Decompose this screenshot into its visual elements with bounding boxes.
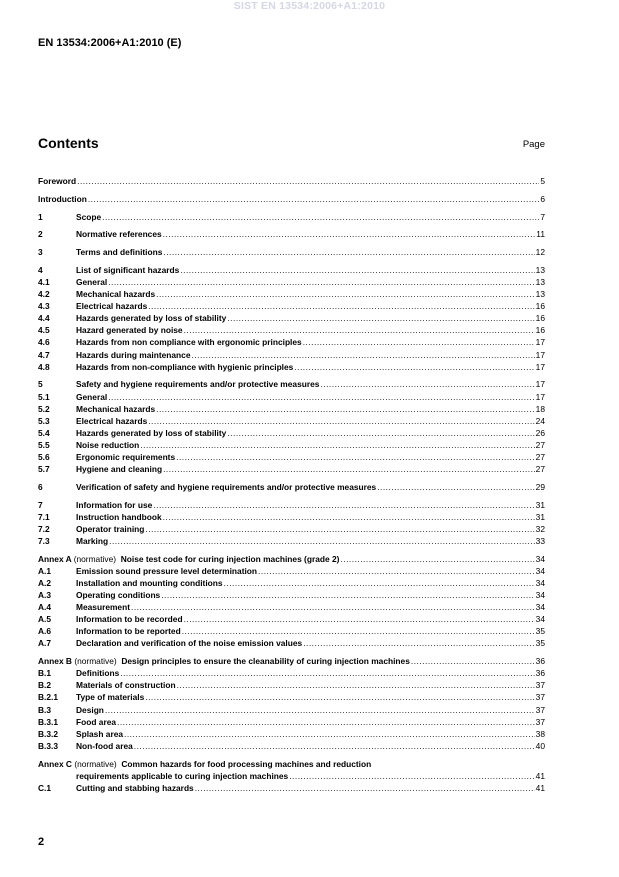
toc-entry-a-6[interactable]: A.6 Information to be reported ..... 35 xyxy=(38,625,545,637)
toc-entry-7-3[interactable]: 7.3 Marking ..... 33 xyxy=(38,535,545,547)
watermark: SIST EN 13534:2006+A1:2010 xyxy=(233,0,386,12)
toc-entry-4-5[interactable]: 4.5 Hazard generated by noise ..... 16 xyxy=(38,324,545,336)
toc-entry-b-1[interactable]: B.1 Definitions ..... 36 xyxy=(38,667,545,679)
annex-label: Annex A xyxy=(38,553,72,564)
toc-entry-2[interactable]: 2 Normative references ..... 11 xyxy=(38,228,545,240)
toc-entry-5-1[interactable]: 5.1 General ..... 17 xyxy=(38,391,545,403)
annex-title: Design principles to ensure the cleanability of curing injection machines xyxy=(121,656,410,667)
toc-entry-annex-b[interactable]: Annex B (normative) Design principles to ensure the cleanability of curing injection machines ..... 36 xyxy=(38,655,545,667)
toc-entry-b-2[interactable]: B.2 Materials of construction ..... 37 xyxy=(38,679,545,691)
toc-entry-a-4[interactable]: A.4 Measurement ..... 34 xyxy=(38,601,545,613)
toc-entry-c-1[interactable]: C.1 Cutting and stabbing hazards ..... 41 xyxy=(38,782,545,794)
toc-entry-a-1[interactable]: A.1 Emission sound pressure level determination ..... 34 xyxy=(38,565,545,577)
toc-entry-3[interactable]: 3 Terms and definitions ..... 12 xyxy=(38,246,545,258)
annex-title-line2: requirements applicable to curing injection machines xyxy=(76,770,289,781)
toc-entry-annex-a[interactable]: Annex A (normative) Noise test code for curing injection machines (grade 2) ..... 34 xyxy=(38,553,545,565)
toc-entry-a-3[interactable]: A.3 Operating conditions ..... 34 xyxy=(38,589,545,601)
annex-type: (normative) xyxy=(74,656,117,667)
annex-title: Noise test code for curing injection machines (grade 2) xyxy=(120,553,340,564)
annex-label: Annex C xyxy=(38,758,72,769)
page-number: 2 xyxy=(38,836,45,848)
toc-entry-1[interactable]: 1 Scope ..... 7 xyxy=(38,211,545,223)
toc-entry-4-8[interactable]: 4.8 Hazards from non-compliance with hygienic principles ..... 17 xyxy=(38,361,545,373)
annex-label: Annex B xyxy=(38,656,72,667)
page-column-label: Page xyxy=(522,139,545,150)
toc-entry-5-7[interactable]: 5.7 Hygiene and cleaning ..... 27 xyxy=(38,463,545,475)
toc-entry-6[interactable]: 6 Verification of safety and hygiene requirements and/or protective measures ..... 29 xyxy=(38,481,545,493)
toc-entry-4-4[interactable]: 4.4 Hazards generated by loss of stability ..... 16 xyxy=(38,312,545,324)
toc-entry-5-3[interactable]: 5.3 Electrical hazards ..... 24 xyxy=(38,415,545,427)
toc-entry-5[interactable]: 5 Safety and hygiene requirements and/or protective measures ..... 17 xyxy=(38,378,545,390)
toc-entry-5-5[interactable]: 5.5 Noise reduction ..... 27 xyxy=(38,439,545,451)
toc-entry-7[interactable]: 7 Information for use ..... 31 xyxy=(38,499,545,511)
toc-entry-7-1[interactable]: 7.1 Instruction handbook ..... 31 xyxy=(38,511,545,523)
annex-title-line1: Common hazards for food processing machines and reduction xyxy=(121,758,372,769)
annex-type: (normative) xyxy=(73,553,117,564)
toc-entry-a-2[interactable]: A.2 Installation and mounting conditions ..... 34 xyxy=(38,577,545,589)
toc-entry-foreword[interactable]: Foreword ..... 5 xyxy=(38,175,545,187)
annex-type: (normative) xyxy=(74,758,117,769)
toc-entry-b-3[interactable]: B.3 Design ..... 37 xyxy=(38,704,545,716)
toc-entry-4-3[interactable]: 4.3 Electrical hazards ..... 16 xyxy=(38,300,545,312)
toc-entry-4-2[interactable]: 4.2 Mechanical hazards ..... 13 xyxy=(38,288,545,300)
toc-entry-7-2[interactable]: 7.2 Operator training ..... 32 xyxy=(38,523,545,535)
toc-entry-4-1[interactable]: 4.1 General ..... 13 xyxy=(38,276,545,288)
toc-entry-4-7[interactable]: 4.7 Hazards during maintenance ..... 17 xyxy=(38,349,545,361)
document-id: EN 13534:2006+A1:2010 (E) xyxy=(38,37,182,49)
toc-entry-b-3-1[interactable]: B.3.1 Food area ..... 37 xyxy=(38,716,545,728)
toc-entry-b-2-1[interactable]: B.2.1 Type of materials ..... 37 xyxy=(38,691,545,703)
table-of-contents xyxy=(38,175,545,794)
toc-entry-introduction[interactable]: Introduction ..... 6 xyxy=(38,193,545,205)
toc-entry-b-3-2[interactable]: B.3.2 Splash area ..... 38 xyxy=(38,728,545,740)
toc-entry-5-6[interactable]: 5.6 Ergonomic requirements ..... 27 xyxy=(38,451,545,463)
toc-entry-annex-c[interactable] xyxy=(38,758,545,770)
toc-entry-4[interactable]: 4 List of significant hazards ..... 13 xyxy=(38,264,545,276)
toc-entry-a-7[interactable]: A.7 Declaration and verification of the noise emission values ..... 35 xyxy=(38,637,545,649)
contents-title: Contents xyxy=(38,135,99,151)
toc-entry-4-6[interactable]: 4.6 Hazards from non compliance with ergonomic principles ..... 17 xyxy=(38,336,545,348)
toc-entry-b-3-3[interactable]: B.3.3 Non-food area ..... 40 xyxy=(38,740,545,752)
toc-entry-a-5[interactable]: A.5 Information to be recorded ..... 34 xyxy=(38,613,545,625)
toc-entry-5-4[interactable]: 5.4 Hazards generated by loss of stability ..... 26 xyxy=(38,427,545,439)
toc-entry-5-2[interactable]: 5.2 Mechanical hazards ..... 18 xyxy=(38,403,545,415)
toc-entry-annex-c-cont[interactable]: requirements applicable to curing injection machines ..... 41 xyxy=(38,770,545,782)
